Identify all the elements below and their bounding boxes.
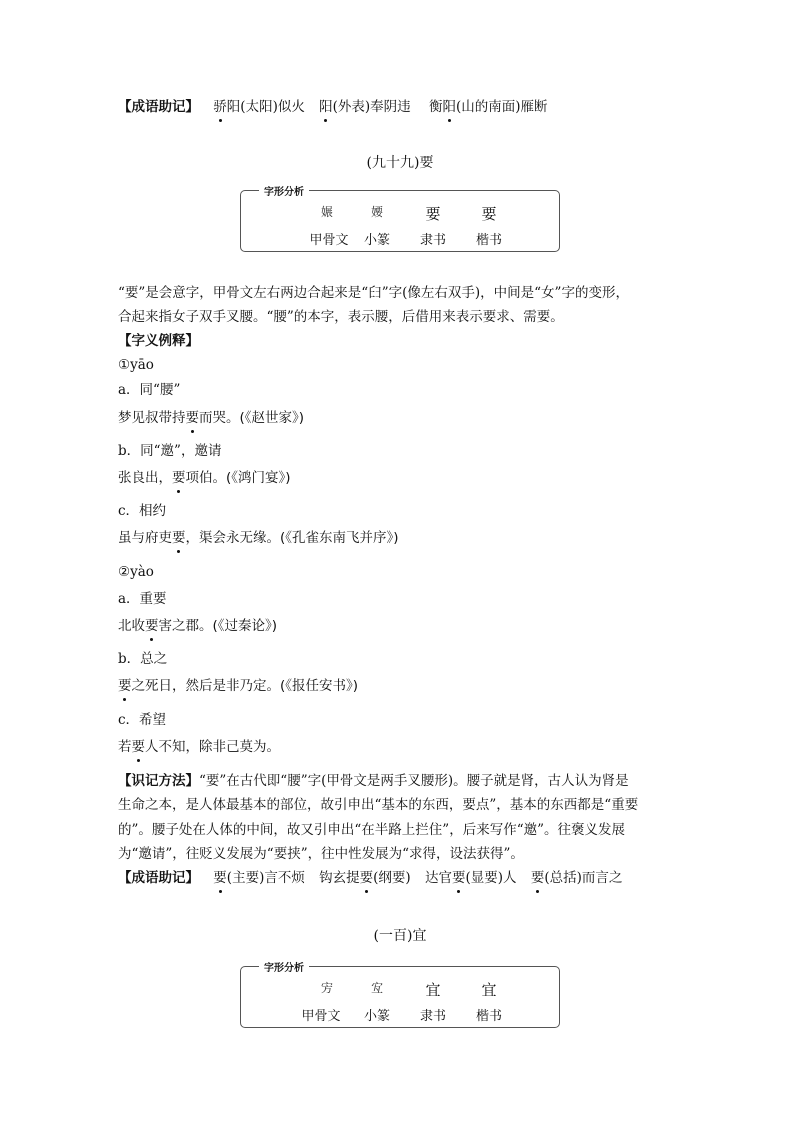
idiom-phrase: 钩玄提要(纲要) bbox=[319, 870, 411, 886]
box-label: 字形分析 bbox=[259, 183, 309, 198]
idiom-phrase: 阳(外表)奉阴违 bbox=[319, 99, 411, 115]
definition: c．相约 bbox=[118, 503, 167, 519]
method-line: 为“邀请”，往贬义发展为“要挟”，往中性发展为“求得，设法获得”。 bbox=[118, 846, 524, 862]
seal-glyph: 宐 bbox=[370, 981, 383, 995]
glyph-name: 隶书 bbox=[419, 233, 446, 248]
example-sentence: 北收要害之郡。(《过秦论》) bbox=[118, 618, 278, 634]
method-label: 【识记方法】 bbox=[118, 773, 199, 789]
idiom-phrase: 达官要(显要)人 bbox=[424, 870, 517, 886]
example-sentence: 虽与府吏要，渠会永无缘。(《孔雀东南飞并序》) bbox=[118, 530, 399, 546]
regular-glyph: 要 bbox=[481, 205, 497, 223]
glyph-analysis-box bbox=[240, 963, 560, 1028]
glyph-name: 甲骨文 bbox=[301, 1009, 341, 1024]
definition: c．希望 bbox=[118, 712, 167, 728]
reading-label: ①yāo bbox=[118, 357, 154, 373]
definition: b．同“邀”，邀请 bbox=[118, 443, 222, 459]
glyph-name: 隶书 bbox=[419, 1009, 446, 1024]
glyph-name: 楷书 bbox=[475, 233, 502, 248]
clerical-glyph: 要 bbox=[425, 205, 441, 223]
glyph-name: 楷书 bbox=[475, 1009, 502, 1024]
section-title-100: (一百)宜 bbox=[373, 928, 427, 944]
method-line: 的”。腰子处在人体的中间，故又引申出“在半路上拦住”，后来写作“邀”。往褒义发展 bbox=[118, 822, 626, 838]
oracle-glyph: 㝑 bbox=[320, 981, 333, 995]
idiom-label: 【成语助记】 bbox=[118, 99, 199, 115]
definition: b．总之 bbox=[118, 651, 168, 667]
glyph-analysis-box bbox=[240, 187, 560, 252]
box-label: 字形分析 bbox=[259, 959, 309, 974]
example-sentence: 若要人不知，除非己莫为。 bbox=[118, 739, 280, 755]
section-title-99: (九十九)要 bbox=[366, 155, 434, 171]
glyph-name: 甲骨文 bbox=[309, 233, 349, 248]
example-sentence: 要之死日，然后是非乃定。(《报任安书》) bbox=[118, 678, 359, 694]
example-sentence: 张良出，要项伯。(《鸿门宴》) bbox=[118, 470, 291, 486]
idiom-phrase: 骄阳(太阳)似火 bbox=[213, 99, 305, 115]
meaning-label: 【字义例释】 bbox=[118, 333, 199, 349]
intro-line: 合起来指女子双手叉腰。“腰”的本字，表示腰，后借用来表示要求、需要。 bbox=[118, 309, 564, 325]
top-idiom-line bbox=[118, 97, 548, 117]
idiom-phrase: 衡阳(山的南面)雁断 bbox=[428, 99, 548, 115]
clerical-glyph: 宜 bbox=[425, 981, 441, 999]
method-line: 【识记方法】“要”在古代即“腰”字(甲骨文是两手叉腰形)。腰子就是肾，古人认为肾是 bbox=[118, 773, 629, 789]
seal-glyph: 婹 bbox=[370, 205, 383, 219]
idiom-line bbox=[118, 868, 622, 888]
idiom-phrase: 要(主要)言不烦 bbox=[213, 870, 305, 886]
method-line: 生命之本，是人体最基本的部位，故引申出“基本的东西，要点”，基本的东西都是“重要 bbox=[118, 797, 639, 813]
glyph-name: 小篆 bbox=[363, 233, 390, 248]
example-sentence: 梦见叔带持要而哭。(《赵世家》) bbox=[118, 410, 305, 426]
oracle-glyph: 㜊 bbox=[320, 205, 333, 219]
glyph-name: 小篆 bbox=[363, 1009, 390, 1024]
intro-line: “要”是会意字，甲骨文左右两边合起来是“𦥑”字(像左右双手)，中间是“女”字的变形， bbox=[118, 285, 629, 301]
definition: a．同“腰” bbox=[118, 382, 181, 398]
definition: a．重要 bbox=[118, 591, 167, 607]
reading-label: ②yào bbox=[118, 564, 154, 580]
regular-glyph: 宜 bbox=[481, 981, 497, 999]
idiom-label: 【成语助记】 bbox=[118, 870, 199, 886]
idiom-phrase: 要(总括)而言之 bbox=[530, 870, 623, 886]
